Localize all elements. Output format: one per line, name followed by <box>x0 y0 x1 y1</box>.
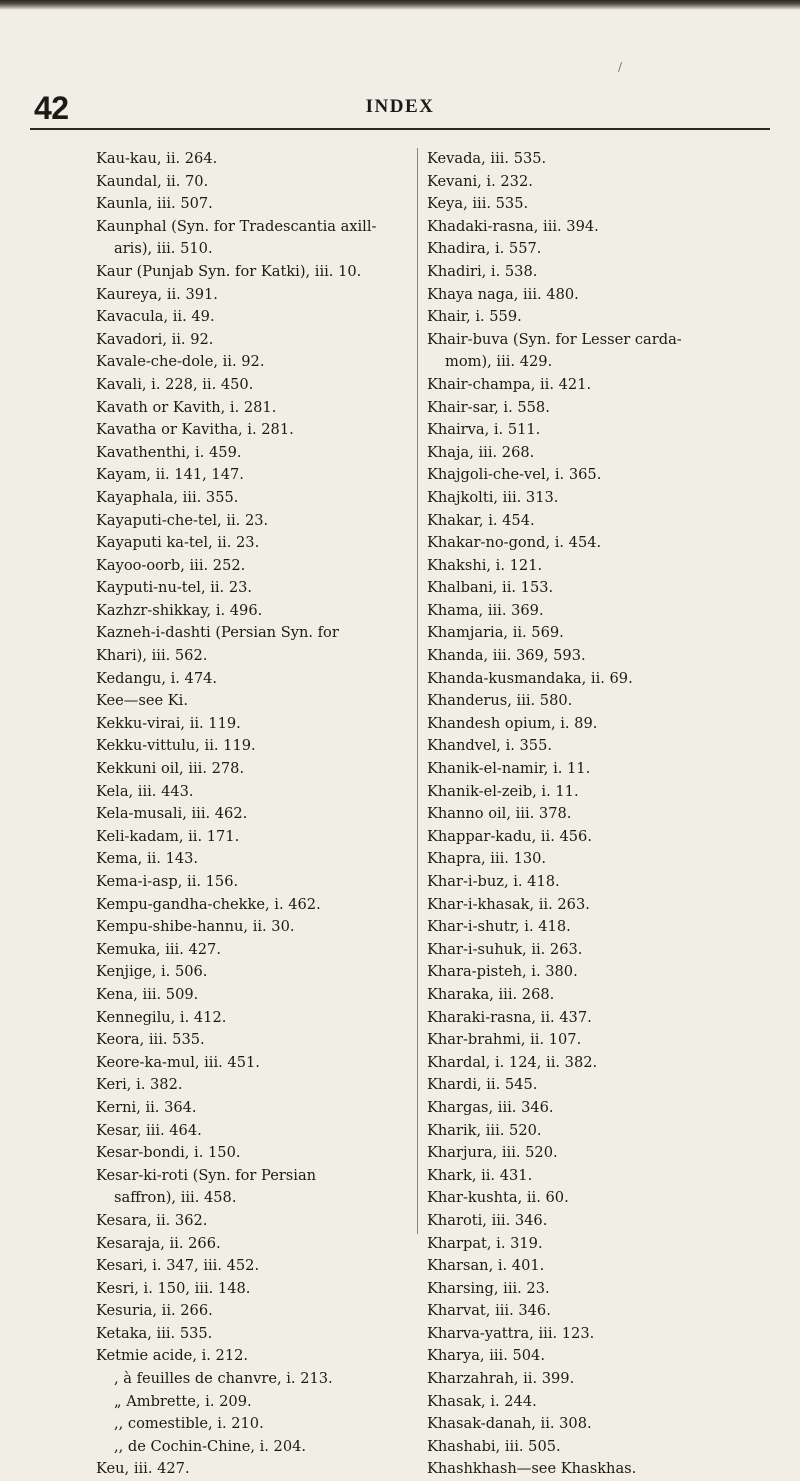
index-entry: Kharzahrah, ii. 399. <box>427 1370 575 1388</box>
index-entry: Kayaputi-che-tel, ii. 23. <box>96 511 269 529</box>
index-entry: saffron), iii. 458. <box>114 1189 237 1207</box>
index-entry: Kharvat, iii. 346. <box>427 1302 551 1320</box>
index-entry: Kharsing, iii. 23. <box>427 1279 550 1297</box>
index-entry: Kerni, ii. 364. <box>96 1098 197 1116</box>
index-entry: Khakar-no-gond, i. 454. <box>427 534 602 552</box>
index-entry: Keore-ka-mul, iii. 451. <box>96 1053 260 1071</box>
index-entry: Kaureya, ii. 391. <box>96 285 218 303</box>
index-entry: „ Ambrette, i. 209. <box>114 1392 252 1410</box>
index-entry: Kharpat, i. 319. <box>427 1234 543 1252</box>
index-entry: Khair-champa, ii. 421. <box>427 375 592 393</box>
index-entry: Kavali, i. 228, ii. 450. <box>96 375 254 393</box>
index-entry: aris), iii. 510. <box>114 240 213 258</box>
index-entry: Kesri, i. 150, iii. 148. <box>96 1279 251 1297</box>
index-entry: , à feuilles de chanvre, i. 213. <box>114 1370 333 1388</box>
index-entry: Khar-i-khasak, ii. 263. <box>427 895 590 913</box>
index-entry: Kau-kau, ii. 264. <box>96 150 218 167</box>
index-entry: Kempu-shibe-hannu, ii. 30. <box>96 918 295 936</box>
index-entry: Kavatha or Kavitha, i. 281. <box>96 421 294 439</box>
index-entry: Khardal, i. 124, ii. 382. <box>427 1053 598 1071</box>
index-entry: Khaya naga, iii. 480. <box>427 285 579 303</box>
index-entry: Kharoti, iii. 346. <box>427 1211 548 1229</box>
index-entry: Khara-pisteh, i. 380. <box>427 963 578 981</box>
index-entry: Khanno oil, iii. 378. <box>427 805 572 823</box>
index-entry: Kharya, iii. 504. <box>427 1347 545 1365</box>
index-entry: Kavath or Kavith, i. 281. <box>96 398 277 416</box>
index-entry: Kaunphal (Syn. for Tradescantia axill- <box>96 217 377 235</box>
index-entry: Kharaka, iii. 268. <box>427 985 555 1003</box>
index-entry: Khapra, iii. 130. <box>427 850 547 868</box>
index-entry: Khar-brahmi, ii. 107. <box>427 1031 582 1049</box>
index-entry: Khashabi, iii. 505. <box>427 1437 561 1455</box>
index-entry: Kazhzr-shikkay, i. 496. <box>96 601 263 619</box>
index-entry: Khadiri, i. 538. <box>427 262 538 280</box>
index-entry: Kenjige, i. 506. <box>96 963 208 981</box>
index-entry: Khama, iii. 369. <box>427 601 544 619</box>
index-entry: Keya, iii. 535. <box>427 195 529 213</box>
index-entry: Kedangu, i. 474. <box>96 669 218 687</box>
index-entry: Khair, i. 559. <box>427 308 522 326</box>
index-entry: Khasak, i. 244. <box>427 1392 537 1410</box>
index-entry: ,, de Cochin-Chine, i. 204. <box>114 1437 307 1455</box>
index-entry: Khari), iii. 562. <box>96 647 208 665</box>
index-entry: Kharaki-rasna, ii. 437. <box>427 1008 592 1026</box>
index-entry: Kema-i-asp, ii. 156. <box>96 873 239 890</box>
index-entry: Khandvel, i. 355. <box>427 737 553 755</box>
index-entry: Kayaphala, iii. 355. <box>96 488 239 506</box>
index-entry: Khair-sar, i. 558. <box>427 398 550 416</box>
index-entry: Kesari, i. 347, iii. 452. <box>96 1257 260 1275</box>
index-entry: Khappar-kadu, ii. 456. <box>427 827 592 845</box>
index-entry: Khasak-danah, ii. 308. <box>427 1415 592 1433</box>
index-entry: Kesar, iii. 464. <box>96 1121 202 1139</box>
index-entry: Kaur (Punjab Syn. for Katki), iii. 10. <box>96 262 362 280</box>
index-entry: Kayoo-oorb, iii. 252. <box>96 556 246 574</box>
index-entry: Kazneh-i-dashti (Persian Syn. for <box>96 624 339 642</box>
index-entry: Ketaka, iii. 535. <box>96 1324 213 1342</box>
index-entry: Kharsan, i. 401. <box>427 1257 545 1275</box>
index-entry: Khanda-kusmandaka, ii. 69. <box>427 669 633 687</box>
index-entry: Kayam, ii. 141, 147. <box>96 466 244 484</box>
index-entry: Khadaki-rasna, iii. 394. <box>427 217 599 235</box>
index-entry: Kavale-che-dole, ii. 92. <box>96 353 265 371</box>
index-entry: Kayaputi ka-tel, ii. 23. <box>96 534 260 552</box>
index-entry: Khakar, i. 454. <box>427 511 535 529</box>
index-entry: Khar-kushta, ii. 60. <box>427 1189 569 1207</box>
index-entry: Khanda, iii. 369, 593. <box>427 647 586 665</box>
index-entry: Khar-i-buz, i. 418. <box>427 873 560 890</box>
index-entry: Kesara, ii. 362. <box>96 1211 208 1229</box>
index-entry: Kena, iii. 509. <box>96 985 199 1003</box>
index-entry: Kesar-bondi, i. 150. <box>96 1144 241 1162</box>
index-entry: Keora, iii. 535. <box>96 1031 205 1049</box>
index-entry: Khanik-el-zeib, i. 11. <box>427 782 579 800</box>
index-column-right <box>427 148 795 1481</box>
index-entry: Khar-i-suhuk, ii. 263. <box>427 940 583 958</box>
page-number: 42 <box>34 90 69 126</box>
index-entry: Khaja, iii. 268. <box>427 443 535 461</box>
index-entry: Khairva, i. 511. <box>427 421 541 439</box>
index-entry: Khakshi, i. 121. <box>427 556 543 574</box>
index-entry: Kevani, i. 232. <box>427 172 533 190</box>
header-rule <box>30 128 770 130</box>
index-entry: Kemuka, iii. 427. <box>96 940 221 958</box>
index-entry: Khargas, iii. 346. <box>427 1098 554 1116</box>
index-entry: Kaundal, ii. 70. <box>96 172 209 190</box>
index-entry: Khar-i-shutr, i. 418. <box>427 918 571 936</box>
index-entry: Khark, ii. 431. <box>427 1166 533 1184</box>
index-entry: Kharik, iii. 520. <box>427 1121 542 1139</box>
index-entry: Kempu-gandha-chekke, i. 462. <box>96 895 321 913</box>
index-entry: Kayputi-nu-tel, ii. 23. <box>96 579 253 597</box>
index-entry: Khalbani, ii. 153. <box>427 579 554 597</box>
index-entry: Khajkolti, iii. 313. <box>427 488 559 506</box>
index-entry: Khashkhash—see Khaskhas. <box>427 1460 637 1478</box>
index-entry: ,, comestible, i. 210. <box>114 1415 264 1433</box>
index-entry: Khandesh opium, i. 89. <box>427 714 598 732</box>
index-entry: Kema, ii. 143. <box>96 850 199 868</box>
index-entry: Ketmie acide, i. 212. <box>96 1347 249 1365</box>
index-entry: Kekku-vittulu, ii. 119. <box>96 737 256 755</box>
index-entry: Khardi, ii. 545. <box>427 1076 538 1094</box>
index-entry: Khadira, i. 557. <box>427 240 542 258</box>
index-entry: Keli-kadam, ii. 171. <box>96 827 240 845</box>
index-column-left <box>96 148 434 1481</box>
index-entry: Khanik-el-namir, i. 11. <box>427 760 591 778</box>
index-entry: Khajgoli-che-vel, i. 365. <box>427 466 602 484</box>
index-entry: Kesaraja, ii. 266. <box>96 1234 221 1252</box>
index-entry: Kevada, iii. 535. <box>427 150 547 167</box>
index-entry: Kee—see Ki. <box>96 692 188 710</box>
index-entry: Kekku-virai, ii. 119. <box>96 714 241 732</box>
index-entry: Kavacula, ii. 49. <box>96 308 215 326</box>
index-entry: Keu, iii. 427. <box>96 1460 190 1478</box>
page-top-shadow <box>0 0 800 10</box>
index-entry: Kharva-yattra, iii. 123. <box>427 1324 595 1342</box>
index-entry: Khair-buva (Syn. for Lesser carda- <box>427 330 682 348</box>
index-entry: Kesar-ki-roti (Syn. for Persian <box>96 1166 317 1184</box>
index-entry: Keri, i. 382. <box>96 1076 183 1094</box>
pencil-mark-icon: / <box>618 60 623 74</box>
index-entry: Kela, iii. 443. <box>96 782 194 800</box>
index-entry: Kharjura, iii. 520. <box>427 1144 558 1162</box>
index-entry: Kela-musali, iii. 462. <box>96 805 248 823</box>
index-entry: Kennegilu, i. 412. <box>96 1008 227 1026</box>
index-entry: Kekkuni oil, iii. 278. <box>96 760 245 778</box>
index-entry: Kaunla, iii. 507. <box>96 195 213 213</box>
index-entry: Kesuria, ii. 266. <box>96 1302 213 1320</box>
page-title: INDEX <box>365 96 435 117</box>
index-entry: Kavathenthi, i. 459. <box>96 443 242 461</box>
index-entry: Khamjaria, ii. 569. <box>427 624 564 642</box>
index-entry: mom), iii. 429. <box>445 353 553 371</box>
column-divider <box>417 148 418 1234</box>
index-entry: Khanderus, iii. 580. <box>427 692 573 710</box>
index-entry: Kavadori, ii. 92. <box>96 330 214 348</box>
